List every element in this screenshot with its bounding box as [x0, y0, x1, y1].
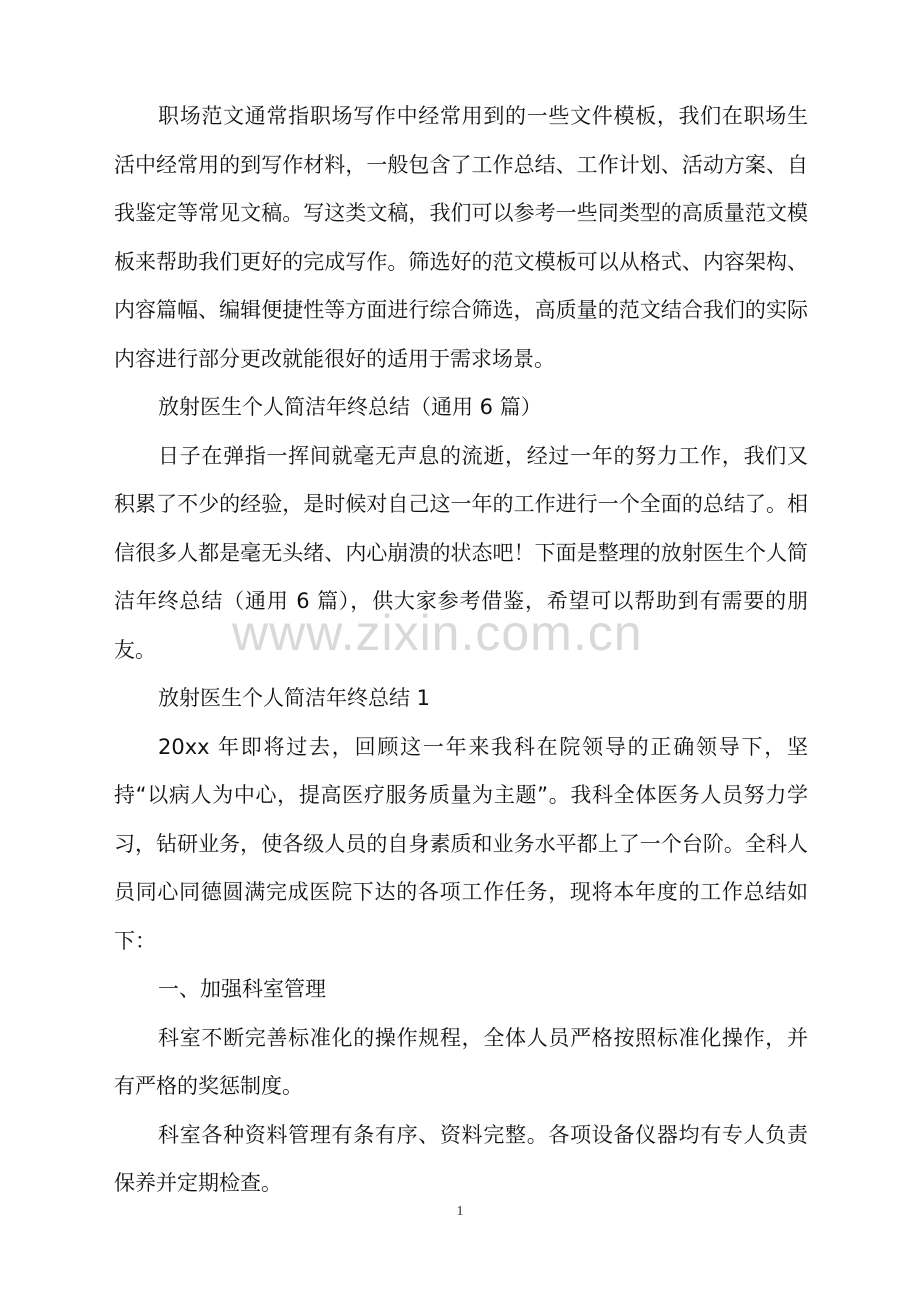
document-title: 放射医生个人简洁年终总结（通用 6 篇） [158, 395, 542, 419]
body-paragraph: 科室各种资料管理有条有序、资料完整。各项设备仪器均有专人负责保养并定期检查。 [114, 1122, 808, 1195]
preface-paragraph: 日子在弹指一挥间就毫无声息的流逝，经过一年的努力工作，我们又积累了不少的经验，是时候对自己这一年的工作进行一个全面的总结了。相信很多人都是毫无头绪、内心崩溃的状态吧！下面是整理的放射医生个人简洁年终总结（通用 6 篇），供大家参考借鉴，希望可以帮助到有需要的朋友。 [114, 443, 808, 662]
subheading-management: 一、加强科室管理 [158, 977, 326, 1001]
summary-paragraph: 20xx 年即将过去，回顾这一年来我科在院领导的正确领导下，坚持“以病人为中心，提高医疗服务质量为主题”。我科全体医务人员努力学习，钻研业务，使各级人员的自身素质和业务水平都上了一个台阶。全科人员同心同德圆满完成医院下达的各项工作任务，现将本年度的工作总结如下： [114, 734, 808, 953]
watermark: www.zixin.com.cn [232, 605, 643, 661]
page-number: 1 [456, 1204, 464, 1219]
body-paragraph: 科室不断完善标准化的操作规程，全体人员严格按照标准化操作，并有严格的奖惩制度。 [114, 1025, 808, 1098]
intro-paragraph: 职场范文通常指职场写作中经常用到的一些文件模板，我们在职场生活中经常用的到写作材料，一般包含了工作总结、工作计划、活动方案、自我鉴定等常见文稿。写这类文稿，我们可以参考一些同类型的高质量范文模板来帮助我们更好的完成写作。筛选好的范文模板可以从格式、内容架构、内容篇幅、编辑便捷性等方面进行综合筛选，高质量的范文结合我们的实际内容进行部分更改就能很好的适用于需求场景。 [114, 104, 808, 371]
section-heading-1: 放射医生个人简洁年终总结 1 [158, 686, 431, 710]
